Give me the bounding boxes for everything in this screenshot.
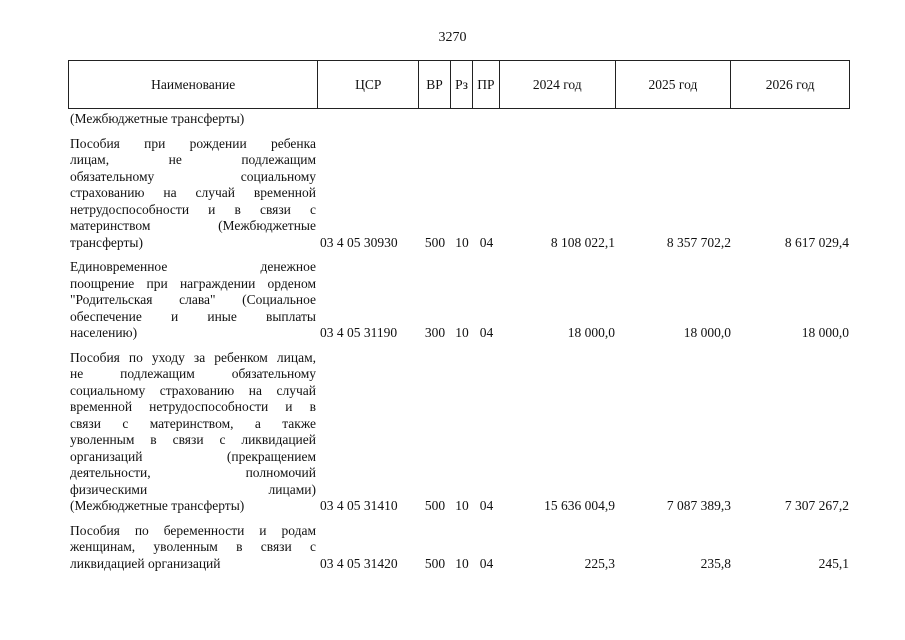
row-value-2024: 18 000,0 xyxy=(567,325,615,340)
row-value-2024: 15 636 004,9 xyxy=(544,498,615,513)
row-name-line: (Межбюджетные трансферты) xyxy=(70,111,245,126)
row-name-line: обеспечение и иные выплаты xyxy=(70,308,316,324)
row-csr: 03 4 05 31410 xyxy=(320,498,398,513)
page-number: 3270 xyxy=(438,30,467,45)
header-rz: Рз xyxy=(451,61,473,108)
row-name-line: ликвидацией организаций xyxy=(70,555,221,571)
row-value-2026: 245,1 xyxy=(818,555,849,571)
row-value-2025: 8 357 702,2 xyxy=(666,234,731,250)
header-2025: 2025 год xyxy=(616,61,732,108)
row-rz: 10 xyxy=(455,325,469,340)
row-value-2026: 8 617 029,4 xyxy=(784,234,849,250)
row-name-line: лицам, не подлежащим xyxy=(70,152,316,167)
row-name-line: населению) xyxy=(70,325,138,340)
table-row xyxy=(68,523,850,573)
row-name xyxy=(68,259,318,342)
row-name xyxy=(68,523,318,573)
header-pr: ПР xyxy=(473,61,500,108)
header-name: Наименование xyxy=(69,61,318,108)
row-value-2026: 7 307 267,2 xyxy=(784,498,849,513)
row-vr: 300 xyxy=(424,325,446,340)
row-vr: 500 xyxy=(424,498,446,513)
row-rz: 10 xyxy=(455,498,469,513)
row-name-line: не подлежащим обязательному xyxy=(70,366,316,381)
row-name-line: организаций (прекращением xyxy=(70,448,316,464)
row-value-2025: 18 000,0 xyxy=(683,325,731,340)
row-vr: 500 xyxy=(424,555,446,571)
table-row xyxy=(68,350,850,515)
row-name-line: Пособия по беременности и родам xyxy=(70,522,316,538)
row-pr: 04 xyxy=(479,498,494,513)
row-pr: 04 xyxy=(479,325,494,340)
budget-table xyxy=(68,60,850,580)
row-csr: 03 4 05 31420 xyxy=(320,555,398,571)
table-row xyxy=(68,136,850,252)
row-name-line: женщинам, уволенным в связи с xyxy=(70,539,316,554)
row-csr: 03 4 05 30930 xyxy=(320,234,398,250)
row-name-line: Пособия при рождении ребенка xyxy=(70,135,316,151)
row-name-line: деятельности, полномочий xyxy=(70,465,316,480)
header-vr: ВР xyxy=(419,61,451,108)
row-value-2025: 235,8 xyxy=(700,555,731,571)
row-name-line: трансферты) xyxy=(70,234,143,250)
row-name-line: (Межбюджетные трансферты) xyxy=(70,498,245,513)
row-name-line: связи с материнством, а также xyxy=(70,415,316,431)
table-row xyxy=(68,259,850,342)
row-name xyxy=(68,136,318,252)
row-name-line: нетрудоспособности и в связи с xyxy=(70,201,316,217)
row-name-line: временной нетрудоспособности и в xyxy=(70,399,316,414)
row-value-2026: 18 000,0 xyxy=(801,325,849,340)
row-rz: 10 xyxy=(455,555,469,571)
row-name-line: уволенным в связи с ликвидацией xyxy=(70,432,316,447)
row-name-line: Единовременное денежное xyxy=(70,259,316,274)
row-name xyxy=(68,350,318,515)
row-name-line: страхованию на случай временной xyxy=(70,185,316,200)
table-row xyxy=(68,111,850,128)
row-rz: 10 xyxy=(455,234,469,250)
row-name-line: материнством (Межбюджетные xyxy=(70,218,316,233)
table-header xyxy=(68,60,850,109)
row-name-line: поощрение при награждении орденом xyxy=(70,275,316,291)
row-name-line: обязательному социальному xyxy=(70,168,316,184)
row-csr: 03 4 05 31190 xyxy=(320,325,398,340)
row-name xyxy=(68,111,318,128)
header-csr: ЦСР xyxy=(318,61,419,108)
row-name-line: Пособия по уходу за ребенком лицам, xyxy=(70,349,316,365)
row-pr: 04 xyxy=(479,555,494,571)
table-body xyxy=(68,109,850,572)
row-name-line: "Родительская слава" (Социальное xyxy=(70,292,316,307)
row-vr: 500 xyxy=(424,234,446,250)
header-2024: 2024 год xyxy=(500,61,616,108)
row-name-line: социальному страхованию на случай xyxy=(70,382,316,398)
row-name-line: физическими лицами) xyxy=(70,481,316,497)
row-value-2024: 8 108 022,1 xyxy=(550,234,615,250)
row-value-2024: 225,3 xyxy=(584,555,615,571)
header-2026: 2026 год xyxy=(765,76,815,92)
row-value-2025: 7 087 389,3 xyxy=(666,498,731,513)
row-pr: 04 xyxy=(479,234,494,250)
